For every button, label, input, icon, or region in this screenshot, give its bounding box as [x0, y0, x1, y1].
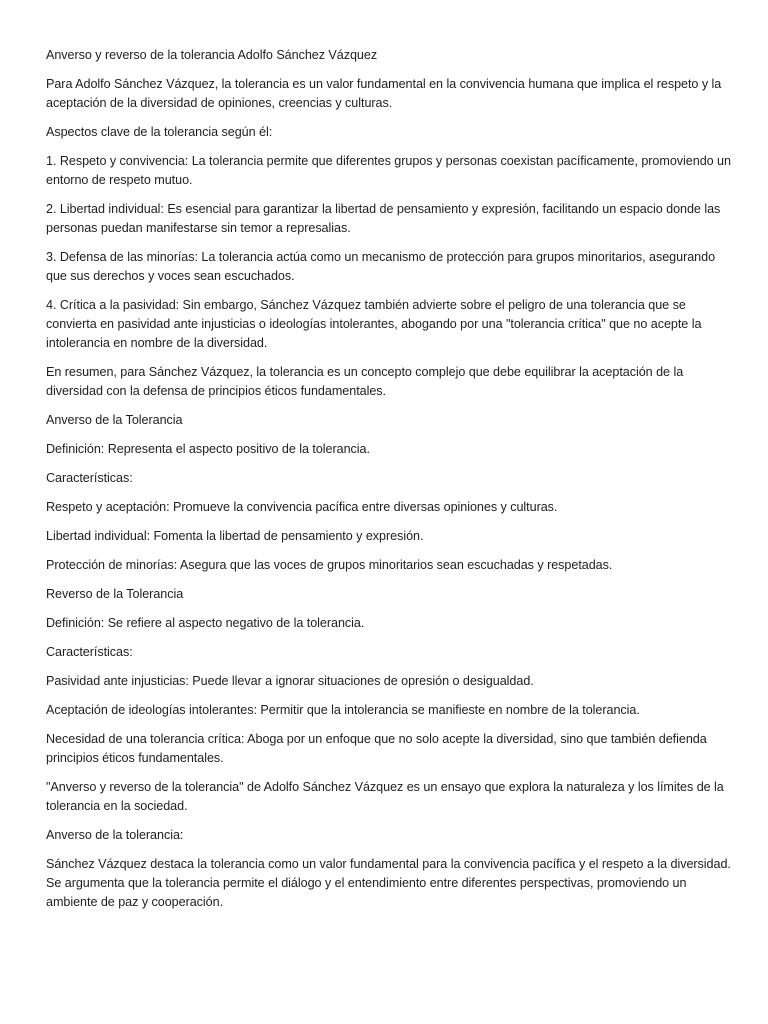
reverso-characteristic-1: Pasividad ante injusticias: Puede llevar a ignorar situaciones de opresión o desigualdad. [46, 674, 534, 688]
aspect-item-2: 2. Libertad individual: Es esencial para garantizar la libertad de pensamiento y expresión, facilitando un espacio donde las personas puedan manifestarse sin temor a represalias. [46, 202, 721, 235]
anverso-heading: Anverso de la Tolerancia [46, 413, 183, 427]
anverso-characteristic-3: Protección de minorías: Asegura que las voces de grupos minoritarios sean escuchadas y respetadas. [46, 558, 613, 572]
reverso-definition: Definición: Se refiere al aspecto negativo de la tolerancia. [46, 616, 365, 630]
reverso-characteristic-3: Necesidad de una tolerancia crítica: Aboga por un enfoque que no solo acepte la diversidad, sino que también defienda principios éticos fundamentales. [46, 732, 707, 765]
reverso-characteristic-2: Aceptación de ideologías intolerantes: Permitir que la intolerancia se manifieste en nombre de la tolerancia. [46, 703, 640, 717]
document-body [46, 46, 732, 922]
aspect-item-1: 1. Respeto y convivencia: La tolerancia permite que diferentes grupos y personas coexistan pacíficamente, promoviendo un entorno de respeto mutuo. [46, 154, 731, 187]
essay-description-paragraph: "Anverso y reverso de la tolerancia" de Adolfo Sánchez Vázquez es un ensayo que explora la naturaleza y los límites de la tolerancia en la sociedad. [46, 780, 724, 813]
anverso-characteristic-1: Respeto y aceptación: Promueve la convivencia pacífica entre diversas opiniones y culturas. [46, 500, 558, 514]
aspect-item-3: 3. Defensa de las minorías: La tolerancia actúa como un mecanismo de protección para grupos minoritarios, asegurando que sus derechos y voces sean escuchados. [46, 250, 716, 283]
document-title: Anverso y reverso de la tolerancia Adolfo Sánchez Vázquez [46, 48, 378, 62]
anverso-section-heading: Anverso de la tolerancia: [46, 828, 184, 842]
anverso-characteristics-label: Características: [46, 471, 133, 485]
anverso-section-paragraph: Sánchez Vázquez destaca la tolerancia como un valor fundamental para la convivencia pacífica y el respeto a la diversidad. Se argumenta que la tolerancia permite el diálogo y el entendimiento entre diferentes perspectivas, promoviendo un ambiente de paz y cooperación. [46, 857, 731, 909]
key-aspects-heading: Aspectos clave de la tolerancia según él: [46, 125, 273, 139]
anverso-definition: Definición: Representa el aspecto positivo de la tolerancia. [46, 442, 370, 456]
reverso-characteristics-label: Características: [46, 645, 133, 659]
intro-paragraph: Para Adolfo Sánchez Vázquez, la tolerancia es un valor fundamental en la convivencia humana que implica el respeto y la aceptación de la diversidad de opiniones, creencias y culturas. [46, 77, 722, 110]
summary-paragraph: En resumen, para Sánchez Vázquez, la tolerancia es un concepto complejo que debe equilibrar la aceptación de la diversidad con la defensa de principios éticos fundamentales. [46, 365, 684, 398]
aspect-item-4: 4. Crítica a la pasividad: Sin embargo, Sánchez Vázquez también advierte sobre el peligro de una tolerancia que se convierta en pasividad ante injusticias o ideologías intolerantes, abogando por una "tolerancia crítica" que no acepte la intolerancia en nombre de la diversidad. [46, 298, 702, 350]
reverso-heading: Reverso de la Tolerancia [46, 587, 184, 601]
anverso-characteristic-2: Libertad individual: Fomenta la libertad de pensamiento y expresión. [46, 529, 424, 543]
